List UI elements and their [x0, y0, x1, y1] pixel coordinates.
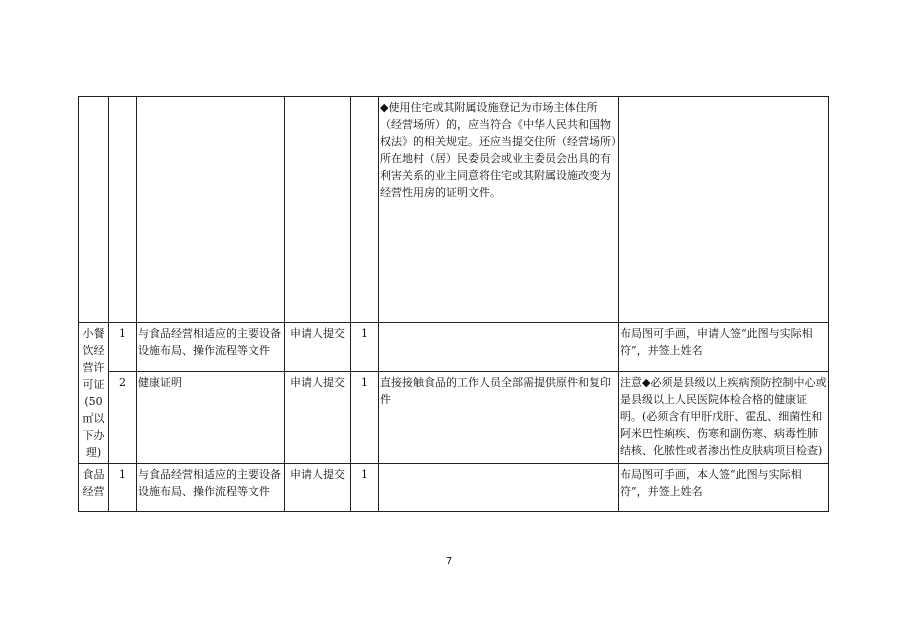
table-row: [79, 372, 829, 464]
note-cell: 布局图可手画，申请人签“此图与实际相符”，并签上姓名: [619, 323, 829, 372]
note-cell: [619, 97, 829, 323]
requirement-cell: ◆使用住宅或其附属设施登记为市场主体住所（经营场所）的，应当符合《中华人民共和国物权法》的相关规定。还应当提交住所（经营场所）所在地村（居）民委员会或业主委员会出具的有利害关系的业主同意将住宅或其附属设施改变为经营性用房的证明文件。: [379, 97, 619, 323]
category-cell: 小餐饮经营许可证(50㎡以下办理): [79, 323, 109, 464]
category-cell: [79, 97, 109, 323]
category-cell: 食品经营: [79, 464, 109, 512]
material-name-cell: 健康证明: [137, 372, 285, 464]
submit-method-cell: [285, 97, 351, 323]
table-row: [79, 97, 829, 323]
table-row: [79, 464, 829, 512]
requirements-table: [78, 96, 829, 512]
material-name-cell: 与食品经营相适应的主要设备设施布局、操作流程等文件: [137, 323, 285, 372]
requirement-cell: [379, 464, 619, 512]
material-name-cell: [137, 97, 285, 323]
copies-cell: 1: [351, 323, 379, 372]
requirement-cell: 直接接触食品的工作人员全部需提供原件和复印件: [379, 372, 619, 464]
number-cell: 1: [109, 464, 137, 512]
table-row: [79, 323, 829, 372]
submit-method-cell: 申请人提交: [285, 323, 351, 372]
submit-method-cell: 申请人提交: [285, 464, 351, 512]
number-cell: [109, 97, 137, 323]
page-number: 7: [445, 556, 453, 567]
note-cell: 注意◆必须是县级以上疾病预防控制中心或是县级以上人民医院体检合格的健康证明。(必须含有甲肝戊肝、霍乱、细菌性和阿米巴性痢疾、伤寒和副伤寒、病毒性肺结核、化脓性或者渗出性皮肤病项目检查): [619, 372, 829, 464]
number-cell: 1: [109, 323, 137, 372]
note-cell: 布局图可手画，本人签“此图与实际相符”，并签上姓名: [619, 464, 829, 512]
copies-cell: [351, 97, 379, 323]
material-name-cell: 与食品经营相适应的主要设备设施布局、操作流程等文件: [137, 464, 285, 512]
number-cell: 2: [109, 372, 137, 464]
copies-cell: 1: [351, 372, 379, 464]
requirement-cell: [379, 323, 619, 372]
copies-cell: 1: [351, 464, 379, 512]
submit-method-cell: 申请人提交: [285, 372, 351, 464]
